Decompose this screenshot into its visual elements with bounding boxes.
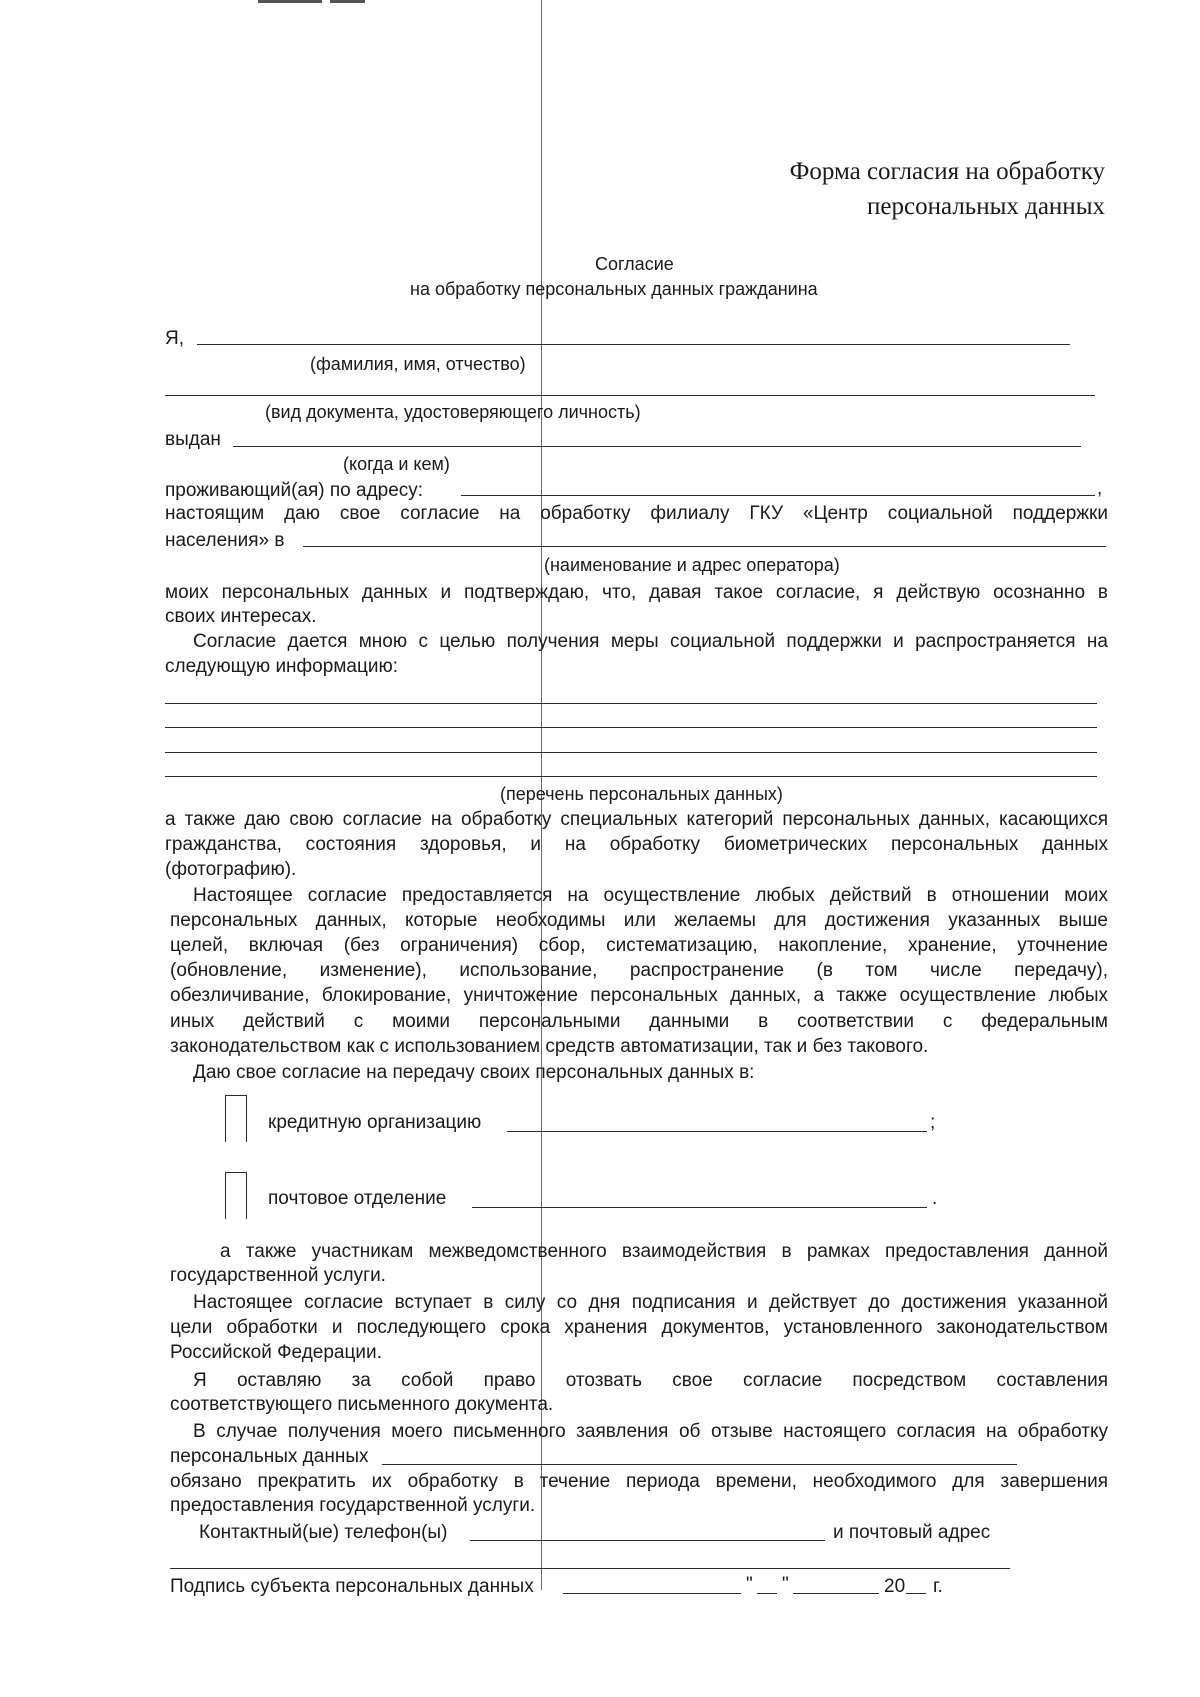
option-post-label: почтовое отделение	[268, 1188, 447, 1209]
day-field[interactable]	[757, 1593, 777, 1594]
scan-mark	[258, 0, 322, 3]
paragraph-4-line2: персональных данных, которые необходимы или желаемы для достижения указанных выше	[170, 910, 1108, 931]
paragraph-4-line3: целей, включая (без ограничения) сбор, систематизацию, накопление, хранение, уточнение	[170, 935, 1108, 956]
paragraph-9-line1: В случае получения моего письменного заявления об отзыве настоящего согласия на обработку	[193, 1421, 1108, 1442]
paragraph-4-line4: (обновление, изменение), использование, распространение (в том числе передачу),	[170, 960, 1108, 981]
scan-mark	[330, 0, 365, 3]
option-credit-end: ;	[930, 1112, 936, 1133]
fio-caption: (фамилия, имя, отчество)	[310, 354, 526, 374]
paragraph-2-line1: Согласие дается мною с целью получения меры социальной поддержки и распространяется на	[193, 631, 1108, 652]
paragraph-6-line2: государственной услуги.	[170, 1265, 386, 1286]
pd-list-field[interactable]	[165, 776, 1097, 777]
address-field[interactable]	[461, 495, 1095, 496]
paragraph-7-line3: Российской Федерации.	[170, 1342, 382, 1363]
paragraph-9-line4: предоставления государственной услуги.	[170, 1495, 536, 1516]
year-field[interactable]	[906, 1593, 926, 1594]
post-office-field[interactable]	[472, 1207, 927, 1208]
paragraph-9-line3: обязано прекратить их обработку в течение периода времени, необходимого для завершения	[170, 1471, 1108, 1492]
postal-address-field[interactable]	[170, 1568, 1010, 1569]
paragraph-4-line6: иных действий с моими персональными данными в соответствии с федеральным	[170, 1011, 1108, 1032]
date-quote-open: "	[746, 1574, 753, 1595]
paragraph-9-line2: персональных данных	[170, 1446, 369, 1467]
operator-name-field[interactable]	[382, 1464, 1017, 1465]
year-suffix: г.	[933, 1576, 943, 1597]
date-quote-close: "	[782, 1574, 789, 1595]
population-label: населения» в	[165, 530, 285, 551]
ya-label: Я,	[165, 328, 184, 349]
residing-label: проживающий(ая) по адресу:	[165, 480, 424, 501]
id-document-caption: (вид документа, удостоверяющего личность)	[265, 402, 641, 422]
paragraph-7-line2: цели обработки и последующего срока хранения документов, установленного законодательством	[170, 1317, 1108, 1338]
fio-field[interactable]	[197, 344, 1070, 345]
pd-list-field[interactable]	[165, 752, 1097, 753]
paragraph-3-line1: а также даю свою согласие на обработку специальных категорий персональных данных, касающихся	[165, 809, 1108, 830]
doc-subtitle: на обработку персональных данных гражданина	[410, 279, 818, 299]
consent-line: настоящим даю свое согласие на обработку филиалу ГКУ «Центр социальной поддержки	[165, 503, 1108, 524]
option-credit-label: кредитную организацию	[268, 1112, 482, 1133]
credit-organization-field[interactable]	[507, 1131, 927, 1132]
paragraph-3-line3: (фотографию).	[165, 859, 297, 880]
pd-list-field[interactable]	[165, 727, 1097, 728]
signature-label: Подпись субъекта персональных данных	[170, 1576, 534, 1597]
address-comma: ,	[1097, 478, 1103, 499]
issued-caption: (когда и кем)	[343, 454, 450, 474]
credit-organization-checkbox[interactable]	[225, 1095, 247, 1142]
paragraph-3-line2: гражданства, состояния здоровья, и на обработку биометрических персональных данных	[165, 834, 1108, 855]
paragraph-6-line1: а также участникам межведомственного взаимодействия в рамках предоставления данной	[220, 1241, 1108, 1262]
paragraph-4-line7: законодательством как с использованием средств автоматизации, так и без такового.	[170, 1036, 929, 1057]
paragraph-2-line2: следующую информацию:	[165, 656, 398, 677]
issued-field[interactable]	[233, 446, 1081, 447]
paragraph-4-line1: Настоящее согласие предоставляется на осуществление любых действий в отношении моих	[193, 885, 1108, 906]
operator-field[interactable]	[303, 546, 1106, 547]
paragraph-8-line2: соответствующего письменного документа.	[170, 1394, 554, 1415]
paragraph-4-line5: обезличивание, блокирование, уничтожение персональных данных, а также осуществление любых	[170, 985, 1108, 1006]
contacts-label: Контактный(ые) телефон(ы)	[199, 1522, 448, 1543]
month-field[interactable]	[793, 1593, 879, 1594]
operator-caption: (наименование и адрес оператора)	[544, 555, 840, 575]
paragraph-5: Даю свое согласие на передачу своих персональных данных в:	[193, 1062, 755, 1083]
year-prefix: 20	[884, 1576, 906, 1597]
id-document-field[interactable]	[165, 395, 1095, 396]
form-title-line2: персональных данных	[867, 193, 1105, 220]
phone-field[interactable]	[470, 1540, 825, 1541]
signature-field[interactable]	[563, 1593, 741, 1594]
pd-list-caption: (перечень персональных данных)	[500, 784, 783, 804]
form-title-line1: Форма согласия на обработку	[789, 158, 1105, 185]
pd-list-field[interactable]	[165, 703, 1097, 704]
paragraph-8-line1: Я оставляю за собой право отозвать свое согласие посредством составления	[193, 1370, 1108, 1391]
paragraph-7-line1: Настоящее согласие вступает в силу со дня подписания и действует до достижения указанной	[193, 1292, 1108, 1313]
option-post-end: .	[932, 1188, 938, 1209]
doc-title: Согласие	[595, 254, 674, 274]
paragraph-1-line1: моих персональных данных и подтверждаю, что, давая такое согласие, я действую осознанно в	[165, 582, 1108, 603]
paragraph-1-line2: своих интересах.	[165, 606, 317, 627]
issued-label: выдан	[165, 429, 221, 450]
post-office-checkbox[interactable]	[225, 1172, 247, 1219]
postal-label: и почтовый адрес	[833, 1522, 991, 1543]
